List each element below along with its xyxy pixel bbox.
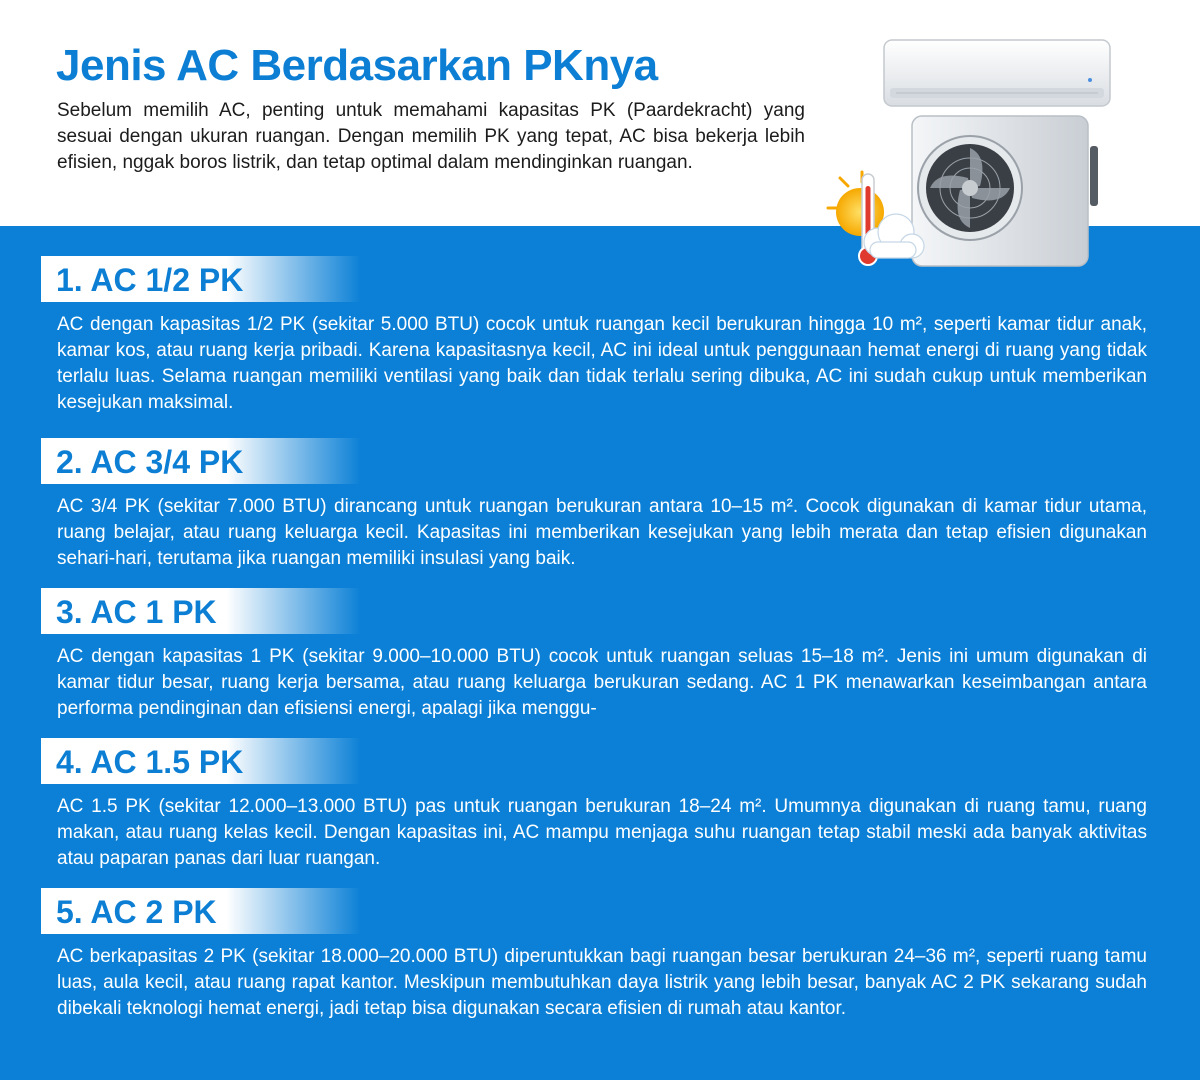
air-conditioner-indoor-unit-icon	[884, 40, 1110, 106]
section-heading-label: 3. AC 1 PK	[56, 594, 217, 630]
section-description: AC dengan kapasitas 1 PK (sekitar 9.000–10.000 BTU) cocok untuk ruangan seluas 15–18 m². Jenis ini umum digunakan di kamar tidur besar, ruang kerja bersama, atau ruang keluarga berukuran sedang. AC 1 PK menawarkan keseimbangan antara performa pendinginan dan efisiensi energi, apalagi jika menggu-	[57, 646, 1147, 719]
section-heading	[41, 888, 361, 934]
section-heading-label: 2. AC 3/4 PK	[56, 444, 244, 480]
intro-paragraph: Sebelum memilih AC, penting untuk memahami kapasitas PK (Paardekracht) yang sesuai dengan ukuran ruangan. Dengan memilih PK yang tepat, AC bisa bekerja lebih efisien, nggak boros listrik, dan tetap optimal dalam mendinginkan ruangan.	[57, 100, 805, 173]
air-conditioner-outdoor-unit-icon	[912, 116, 1098, 266]
section-description: AC berkapasitas 2 PK (sekitar 18.000–20.000 BTU) diperuntukkan bagi ruangan besar berukuran 24–36 m², seperti ruang tamu luas, aula kecil, atau ruang rapat kantor. Meskipun membutuhkan daya listrik yang lebih besar, banyak AC 2 PK sekarang sudah dibekali teknologi hemat energi, jadi tetap bisa digunakan secara efisien di rumah atau kantor.	[57, 946, 1147, 1019]
thermometer-sun-cloud-icon	[828, 172, 924, 265]
section-heading-label: 1. AC 1/2 PK	[56, 262, 244, 298]
section-heading	[41, 588, 361, 634]
section-heading-label: 5. AC 2 PK	[56, 894, 217, 930]
section-heading	[41, 438, 361, 484]
page-title: Jenis AC Berdasarkan PKnya	[56, 41, 658, 90]
section-heading	[41, 256, 361, 302]
section-heading-label: 4. AC 1.5 PK	[56, 744, 244, 780]
section-description: AC 1.5 PK (sekitar 12.000–13.000 BTU) pas untuk ruangan berukuran 18–24 m². Umumnya digunakan di ruang tamu, ruang makan, atau ruang kelas kecil. Dengan kapasitas ini, AC mampu menjaga suhu ruangan tetap stabil meski ada banyak aktivitas atau paparan panas dari luar ruangan.	[57, 796, 1147, 869]
air-conditioner-illustration	[820, 36, 1120, 276]
section-description: AC dengan kapasitas 1/2 PK (sekitar 5.000 BTU) cocok untuk ruangan kecil berukuran hingga 10 m², seperti kamar tidur anak, kamar kos, atau ruang kerja pribadi. Karena kapasitasnya kecil, AC ini ideal untuk penggunaan hemat energi di ruang yang tidak terlalu luas. Selama ruangan memiliki ventilasi yang baik dan tidak terlalu sering dibuka, AC ini sudah cukup untuk memberikan kesejukan maksimal.	[57, 314, 1147, 413]
section-description: AC 3/4 PK (sekitar 7.000 BTU) dirancang untuk ruangan berukuran antara 10–15 m². Cocok digunakan di kamar tidur utama, ruang belajar, atau ruang keluarga kecil. Kapasitas ini memberikan kesejukan yang lebih merata dan tetap efisien digunakan sehari-hari, terutama jika ruangan memiliki insulasi yang baik.	[57, 496, 1147, 569]
section-heading	[41, 738, 361, 784]
